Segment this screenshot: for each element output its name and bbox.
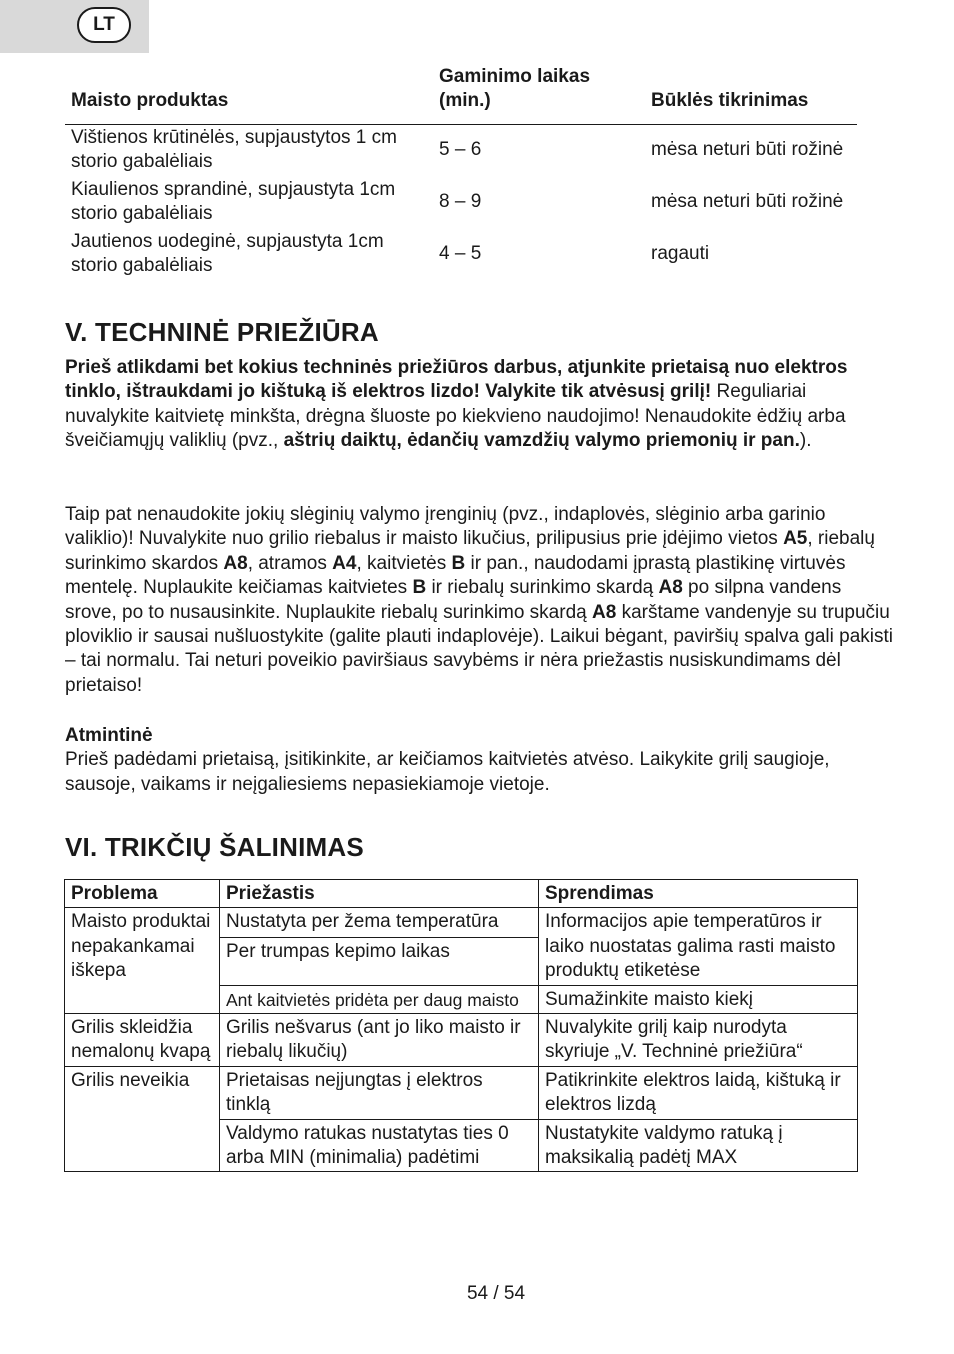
body-text: ). [799,430,812,452]
problem-cell: Grilis neveikia [65,1066,220,1172]
language-tab [0,0,149,53]
column-header: Sprendimas [539,880,858,908]
table-cell: Kiaulienos sprandinė, supjaustyta 1cm storio gabalėliais [71,179,396,224]
table-cell: ragauti [651,243,710,264]
table-cell: mėsa neturi būti rožinė [651,139,844,160]
language-badge: LT [77,7,131,43]
table-cell: Vištienos krūtinėlės, supjaustytos 1 cm storio gabalėliais [71,127,397,172]
table-row [65,229,857,281]
memo-title: Atmintinė [65,725,153,746]
part-reference: A8 [658,577,683,599]
part-reference: A8 [223,552,248,574]
table-row [65,1066,858,1119]
table-row [65,125,857,178]
solution-cell: Nustatykite valdymo ratuką į maksikalią padėtį MAX [539,1119,858,1172]
column-header: Gaminimo laikas (min.) [433,62,645,125]
body-text: , riebalų surinkimo skardos [65,528,875,574]
table-cell: 4 – 5 [439,243,482,264]
table-row [65,908,858,937]
cause-cell: Prietaisas neįjungtas į elektros tinklą [220,1066,539,1119]
emphasis-text: aštrių daiktų, ėdančių vamzdžių valymo priemonių ir pan. [283,430,800,452]
column-header: Priežastis [220,880,539,908]
part-reference: A4 [332,552,357,574]
warning-text: Prieš atlikdami bet kokius techninės priežiūros darbus, atjunkite prietaisą nuo elektros tinklo, ištraukdami jo kištuką iš elektros lizdo! Valykite tik atvėsusį grilį! [65,357,848,403]
table-row [65,177,857,229]
body-text: ir pan., naudodami įprastą plastikinę virtuvės mentelę. Nuplaukite keičiamas kaitvietes [65,552,846,599]
body-text: ir riebalų surinkimo skardą [426,577,659,599]
solution-cell: Nuvalykite grilį kaip nurodyta skyriuje „V. Techninė priežiūra“ [539,1014,858,1067]
table-cell: 8 – 9 [439,191,482,212]
cause-cell: Nustatyta per žema temperatūra [220,908,539,937]
page-number: 54 / 54 [466,1283,526,1304]
cause-cell: Valdymo ratukas nustatytas ties 0 arba MIN (minimalia) padėtimi [220,1119,539,1172]
part-reference: B [412,577,427,599]
table-cell: 5 – 6 [439,139,482,160]
table-header-row [65,62,857,125]
table-cell: Jautienos uodeginė, supjaustyta 1cm storio gabalėliais [71,231,384,276]
part-reference: A5 [783,528,808,550]
body-text: , kaitvietės [356,552,452,574]
cause-cell: Per trumpas kepimo laikas [220,937,539,985]
column-header: Būklės tikrinimas [645,62,857,125]
body-text: po silpna vandens srove, po to nusausinkite. Nuplaukite riebalų surinkimo skardą [65,577,842,623]
solution-cell: Patikrinkite elektros laidą, kištuką ir elektros lizdą [539,1066,858,1119]
part-reference: B [451,552,466,574]
cause-cell: Grilis nešvarus (ant jo liko maisto ir riebalų likučių) [220,1014,539,1067]
memo-text: Prieš padėdami prietaisą, įsitikinkite, ar keičiamos kaitvietės atvėso. Laikykite grilį saugioje, sausoje, vaikams ir neįgaliesiems nepasiekiamoje vietoje. [65,749,830,795]
section-title-maintenance: V. TECHNINĖ PRIEŽIŪRA [65,317,379,347]
part-reference: A8 [592,601,617,623]
column-header: Maisto produktas [65,62,433,125]
column-header: Problema [65,880,220,908]
cause-cell: Ant kaitvietės pridėta per daug maisto [220,985,539,1013]
maintenance-paragraph-1 [65,356,895,454]
maintenance-paragraph-2 [65,503,895,698]
section-title-troubleshooting: VI. TRIKČIŲ ŠALINIMAS [65,832,364,862]
body-text: , atramos [247,552,333,574]
solution-cell: Sumažinkite maisto kiekį [539,985,858,1013]
table-header-row [65,880,858,908]
table-row [65,1014,858,1067]
table-cell: mėsa neturi būti rožinė [651,191,844,212]
memo-paragraph [65,724,895,797]
troubleshooting-table [64,879,858,1172]
body-text: Taip pat nenaudokite jokių slėginių valymo įrenginių (pvz., indaplovės, slėginio arba garinio valiklio)! Nuvalykite nuo grilio riebalus ir maisto likučius, prilipusius prie įdėjimo vietos [65,504,826,550]
problem-cell: Grilis skleidžia nemalonų kvapą [65,1014,220,1067]
body-text: karštame vandenyje su trupučiu ploviklio ir sausai nušluostykite (galite plauti indaplovėje). Laikui bėgant, paviršių spalva gali pakisti – tai normalu. Tai neturi poveikio paviršiaus savybėms ir nėra priežastis nusiskundimams dėl prietaiso! [65,601,894,696]
problem-cell: Maisto produktai nepakankamai iškepa [65,908,220,1014]
solution-cell: Informacijos apie temperatūros ir laiko nuostatas galima rasti maisto produktų etiketėse [539,908,858,985]
cooking-time-table [65,62,857,281]
body-text: Reguliariai nuvalykite kaitvietę minkšta, drėgna šluoste po kiekvieno naudojimo! Nenaudokite ėdžių arba šveičiamųjų valiklių (pvz., [65,381,846,452]
